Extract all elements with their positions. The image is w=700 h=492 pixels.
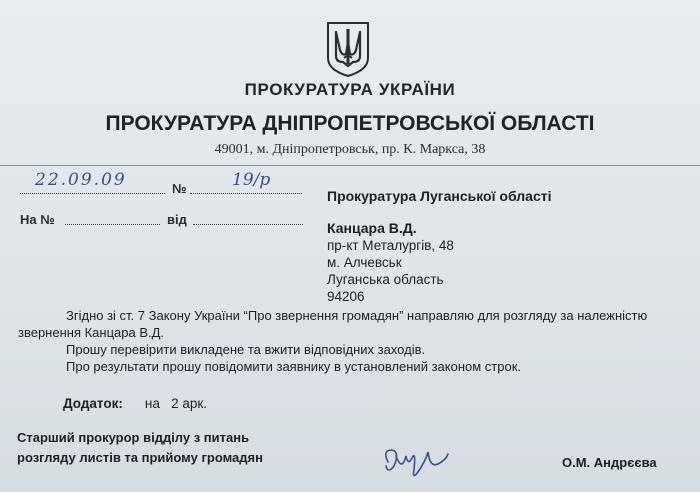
- signer-title: [17, 428, 263, 468]
- header-divider: [0, 165, 700, 166]
- address-line: м. Алчевськ: [327, 255, 402, 270]
- office-title: ПРОКУРАТУРА ДНІПРОПЕТРОВСЬКОЇ ОБЛАСТІ: [105, 112, 595, 135]
- recipient-name: Канцара В.Д.: [327, 220, 417, 236]
- trident-coat-of-arms-icon: [325, 20, 371, 78]
- number-dotted-line: [190, 193, 302, 194]
- body-paragraph: Про результати прошу повідомити заявнику в установлений законом строк.: [66, 359, 521, 374]
- number-label: №: [172, 181, 187, 196]
- address-line: 94206: [327, 289, 365, 304]
- date-handwritten: 22.09.09: [35, 170, 127, 190]
- attachment-value: на 2 арк.: [144, 396, 208, 411]
- number-handwritten: 19/р: [232, 170, 271, 190]
- date-dotted-line: [20, 193, 165, 194]
- attachment-label: Додаток:: [63, 396, 123, 411]
- body-paragraph: Прошу перевірити викладене та вжити відповідних заходів.: [66, 342, 426, 357]
- office-address: 49001, м. Дніпропетровськ, пр. К. Маркса, 38: [214, 142, 486, 157]
- body-paragraph: Згідно зі ст. 7 Закону України “Про звернення громадян” направляю для розгляду за належністю звернення Канцара В.Д.: [18, 308, 648, 340]
- ref-dotted-line: [65, 224, 160, 225]
- recipient-office: Прокуратура Луганської області: [327, 188, 552, 204]
- signer-title-line: розгляду листів та прийому громадян: [17, 450, 263, 465]
- from-dotted-line: [193, 224, 303, 225]
- attachment-line: [63, 396, 207, 411]
- recipient-address: [327, 220, 454, 305]
- signer-name: О.М. Андрєєва: [562, 455, 657, 470]
- signer-title-line: Старший прокурор відділу з питань: [17, 430, 250, 445]
- ref-label: На №: [20, 212, 55, 227]
- from-label: від: [167, 212, 187, 227]
- ministry-title: ПРОКУРАТУРА УКРАЇНИ: [244, 80, 456, 99]
- address-line: Луганська область: [327, 272, 444, 287]
- handwritten-signature: [378, 442, 452, 482]
- letter-body: [18, 307, 686, 375]
- address-line: пр-кт Металургів, 48: [327, 238, 454, 253]
